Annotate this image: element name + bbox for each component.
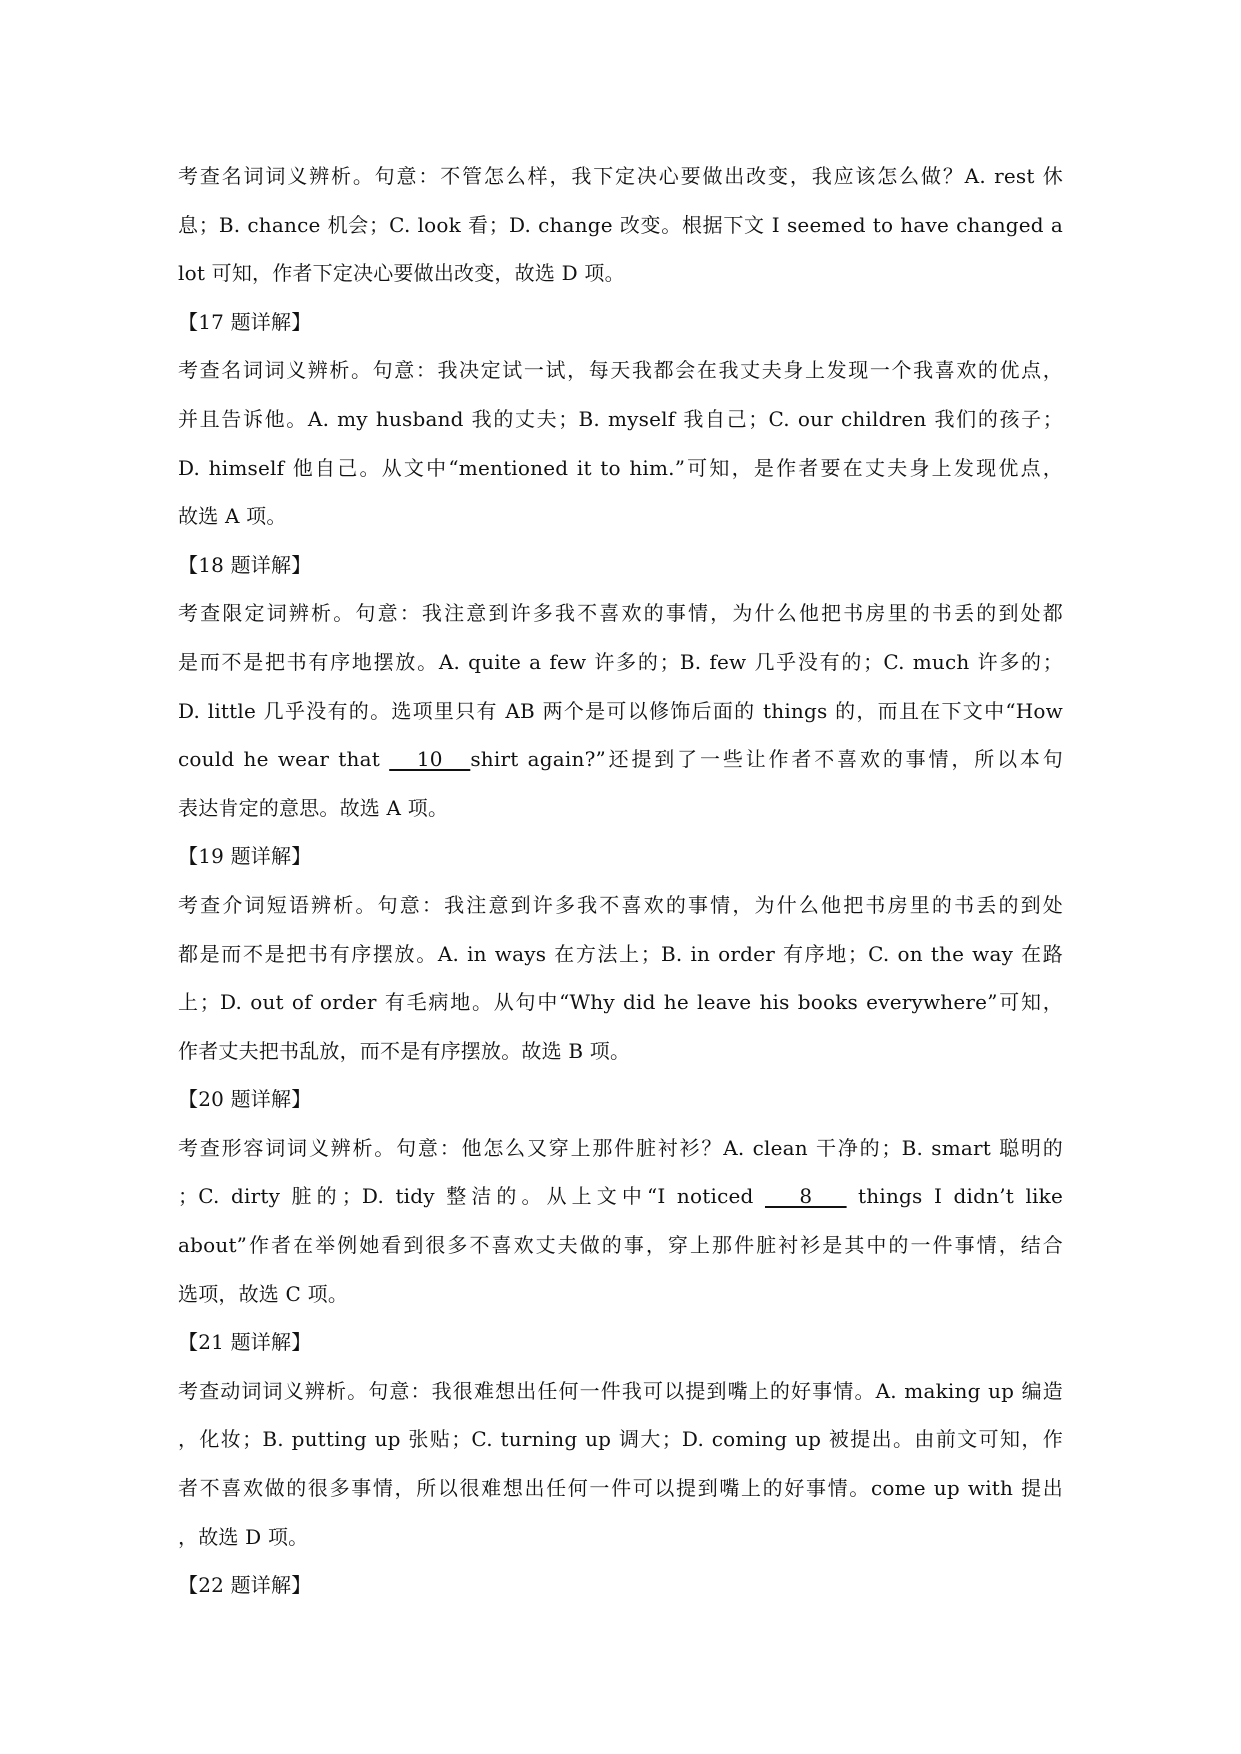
fill-in-blank: 8 [764,1184,847,1209]
question-heading: 【19 题详解】 [178,844,312,869]
text-line: ；C. dirty 脏的；D. tidy 整洁的。从上文中“I noticed 8 things I didn’t like [178,1184,1063,1209]
fill-in-blank: 10 [389,747,471,772]
text-line: ，化妆；B. putting up 张贴；C. turning up 调大；D. coming up 被提出。由前文可知，作 [178,1427,1063,1452]
text-line: 选项，故选 C 项。 [178,1281,349,1306]
text-line: 考查形容词词义辨析。句意：他怎么又穿上那件脏衬衫？A. clean 干净的；B. smart 聪明的 [178,1135,1063,1160]
text-line: D. himself 他自己。从文中“mentioned it to him.”可知，是作者要在丈夫身上发现优点， [178,455,1063,480]
explanation-21 [178,1318,1063,1561]
text-line: 故选 A 项。 [178,504,287,529]
question-heading: 【22 题详解】 [178,1573,312,1598]
text-line: 者不喜欢做的很多事情，所以很难想出任何一件可以提到嘴上的好事情。come up with 提出 [178,1476,1063,1501]
text-line: 考查名词词义辨析。句意：我决定试一试，每天我都会在我丈夫身上发现一个我喜欢的优点， [178,358,1063,383]
text-line: 考查限定词辨析。句意：我注意到许多我不喜欢的事情，为什么他把书房里的书丢的到处都 [178,601,1063,626]
explanation-22 [178,1561,1063,1610]
text-line: 考查介词短语辨析。句意：我注意到许多我不喜欢的事情，为什么他把书房里的书丢的到处 [178,892,1063,917]
text-line: ，故选 D 项。 [178,1524,309,1549]
text-line: 作者丈夫把书乱放，而不是有序摆放。故选 B 项。 [178,1038,631,1063]
explanation-18 [178,541,1063,833]
explanation-17 [178,298,1063,541]
text-line: 上；D. out of order 有毛病地。从句中“Why did he leave his books everywhere”可知， [178,990,1063,1015]
text-line: about”作者在举例她看到很多不喜欢丈夫做的事，穿上那件脏衬衫是其中的一件事情，结合 [178,1233,1063,1258]
explanation-20 [178,1075,1063,1318]
text-line: 并且告诉他。A. my husband 我的丈夫；B. myself 我自己；C. our children 我们的孩子； [178,406,1063,431]
text-line: 息；B. chance 机会；C. look 看；D. change 改变。根据下文 I seemed to have changed a [178,212,1063,237]
text-line: 考查动词词义辨析。句意：我很难想出任何一件我可以提到嘴上的好事情。A. making up 编造 [178,1378,1063,1403]
answer-explanations [178,152,1063,1610]
text-line: 是而不是把书有序地摆放。A. quite a few 许多的；B. few 几乎没有的；C. much 许多的； [178,649,1063,674]
question-heading: 【20 题详解】 [178,1087,312,1112]
text-line: could he wear that 10 shirt again?”还提到了一些让作者不喜欢的事情，所以本句 [178,747,1063,772]
question-heading: 【21 题详解】 [178,1330,312,1355]
explanation-19 [178,832,1063,1075]
text-line: 考查名词词义辨析。句意：不管怎么样，我下定决心要做出改变，我应该怎么做？A. rest 休 [178,164,1063,188]
text-line: D. little 几乎没有的。选项里只有 AB 两个是可以修饰后面的 things 的，而且在下文中“How [178,698,1063,723]
question-heading: 【18 题详解】 [178,552,312,577]
explanation-16-continued [178,152,1063,298]
text-line: lot 可知，作者下定决心要做出改变，故选 D 项。 [178,261,625,286]
text-line: 都是而不是把书有序摆放。A. in ways 在方法上；B. in order 有序地；C. on the way 在路 [178,941,1063,966]
question-heading: 【17 题详解】 [178,309,312,334]
text-line: 表达肯定的意思。故选 A 项。 [178,795,449,820]
